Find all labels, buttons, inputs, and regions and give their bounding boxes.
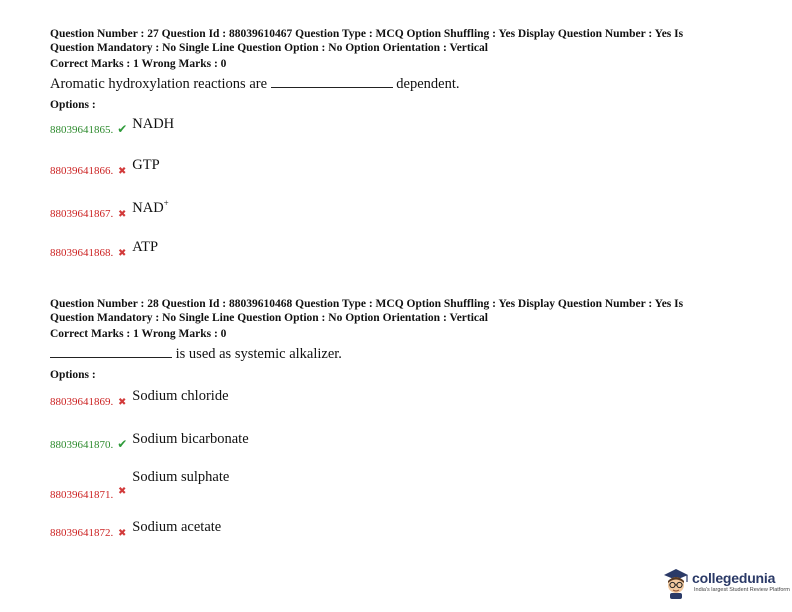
options-label: Options : bbox=[50, 369, 96, 381]
option-row bbox=[50, 198, 169, 222]
option-id: 88039641869. bbox=[50, 396, 114, 408]
option-id: 88039641865. bbox=[50, 124, 114, 136]
check-icon: ✔ bbox=[117, 122, 128, 136]
question-text-before: Aromatic hydroxylation reactions are bbox=[50, 76, 268, 92]
question-text bbox=[50, 344, 750, 363]
option-id: 88039641866. bbox=[50, 165, 114, 177]
fill-blank bbox=[271, 74, 393, 88]
option-row bbox=[50, 388, 229, 410]
option-text: Sodium sulphate bbox=[132, 469, 230, 485]
cross-icon: ✖ bbox=[118, 166, 127, 177]
fill-blank bbox=[50, 344, 172, 358]
cross-icon: ✖ bbox=[118, 248, 127, 259]
options-label: Options : bbox=[50, 99, 96, 111]
option-id: 88039641867. bbox=[50, 207, 114, 220]
question-27 bbox=[50, 28, 750, 111]
option-row bbox=[50, 157, 160, 179]
option-row bbox=[50, 116, 175, 138]
check-icon: ✔ bbox=[117, 437, 128, 451]
meta-line-2: Question Mandatory : No Single Line Question Option : No Option Orientation : Vertical bbox=[50, 311, 488, 324]
option-text bbox=[132, 198, 169, 217]
question-text bbox=[50, 74, 750, 93]
meta-line-1: Question Number : 28 Question Id : 88039610468 Question Type : MCQ Option Shuffling : Yes Display Question Number : Yes Is bbox=[50, 298, 684, 310]
meta-line-1: Question Number : 27 Question Id : 88039610467 Question Type : MCQ Option Shuffling : Yes Display Question Number : Yes Is bbox=[50, 28, 684, 40]
marks-line: Correct Marks : 1 Wrong Marks : 0 bbox=[50, 328, 227, 340]
option-row bbox=[50, 431, 249, 453]
question-meta bbox=[50, 298, 750, 325]
option-text: Sodium chloride bbox=[132, 388, 229, 404]
question-text-after: dependent. bbox=[396, 76, 460, 92]
option-text: NADH bbox=[132, 116, 175, 132]
option-text: GTP bbox=[132, 157, 160, 173]
logo-mascot-icon bbox=[660, 566, 692, 600]
option-text: Sodium acetate bbox=[132, 519, 222, 535]
option-id: 88039641868. bbox=[50, 247, 114, 259]
option-text-main: NAD bbox=[132, 199, 164, 216]
option-row bbox=[50, 519, 222, 541]
logo-name: collegedunia bbox=[692, 570, 776, 586]
collegedunia-logo bbox=[660, 566, 790, 602]
question-text-after: is used as systemic alkalizer. bbox=[175, 346, 342, 362]
option-row bbox=[50, 239, 159, 261]
option-id: 88039641872. bbox=[50, 527, 114, 539]
option-id: 88039641871. bbox=[50, 489, 114, 501]
meta-line-2: Question Mandatory : No Single Line Question Option : No Option Orientation : Vertical bbox=[50, 41, 488, 54]
marks-line: Correct Marks : 1 Wrong Marks : 0 bbox=[50, 58, 227, 70]
option-superscript: + bbox=[163, 198, 169, 208]
option-row bbox=[50, 469, 230, 501]
option-text: Sodium bicarbonate bbox=[132, 431, 249, 447]
cross-icon: ✖ bbox=[118, 486, 127, 497]
question-meta bbox=[50, 28, 750, 55]
question-28 bbox=[50, 298, 750, 381]
logo-tagline: India's largest Student Review Platform bbox=[694, 587, 790, 593]
option-text: ATP bbox=[132, 239, 159, 255]
cross-icon: ✖ bbox=[118, 208, 127, 220]
cross-icon: ✖ bbox=[118, 397, 127, 408]
option-id: 88039641870. bbox=[50, 439, 114, 451]
cross-icon: ✖ bbox=[118, 528, 127, 539]
